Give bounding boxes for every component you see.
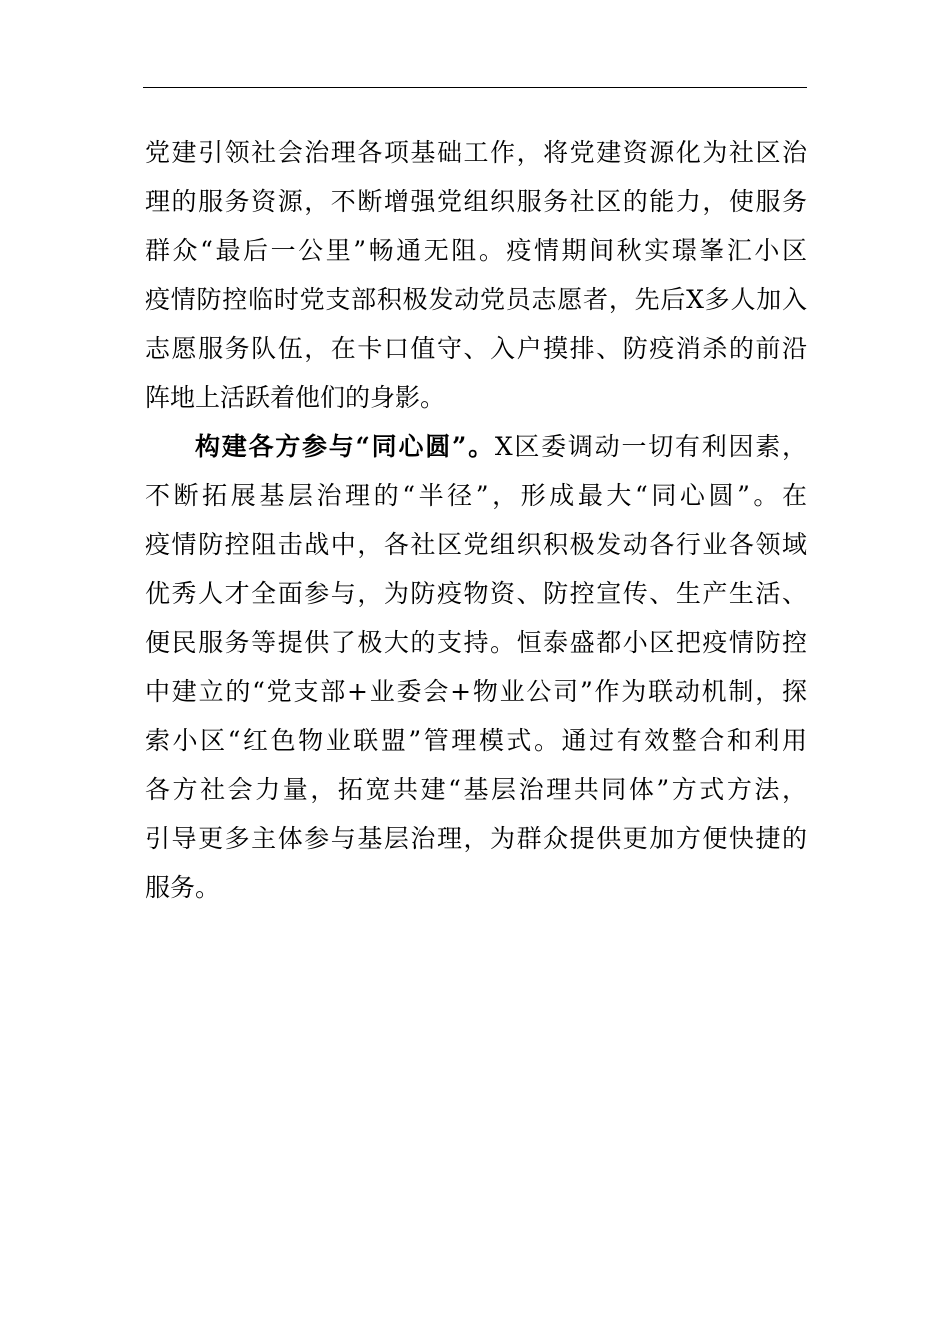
paragraph-2-line-1	[145, 422, 807, 471]
paragraph-2-first-line-text: X区委调动一切有利因素，	[494, 432, 807, 461]
paragraph-2-line-2: 不断拓展基层治理的“半径”，形成最大“同心圆”。在	[145, 481, 807, 510]
paragraph-2-line-8: 各方社会力量，拓宽共建“基层治理共同体”方式方法，	[145, 775, 807, 804]
paragraph-2-line-7: 索小区“红色物业联盟”管理模式。通过有效整合和利用	[145, 726, 807, 755]
paragraph-1-line-4: 疫情防控临时党支部积极发动党员志愿者，先后X多人加入	[145, 285, 807, 314]
paragraph-2-heading: 构建各方参与“同心圆”。	[195, 432, 495, 461]
paragraph-1-line-5: 志愿服务队伍，在卡口值守、入户摸排、防疫消杀的前沿	[145, 334, 807, 363]
paragraph-1-line-2: 理的服务资源，不断增强党组织服务社区的能力，使服务	[145, 187, 807, 216]
paragraph-1-line-3: 群众“最后一公里”畅通无阻。疫情期间秋实璟峯汇小区	[145, 236, 807, 265]
document-body	[145, 128, 807, 912]
paragraph-2-line-3: 疫情防控阻击战中，各社区党组织积极发动各行业各领域	[145, 530, 807, 559]
paragraph-1	[145, 128, 807, 422]
paragraph-2-line-6: 中建立的“党支部+业委会+物业公司”作为联动机制，探	[145, 677, 807, 706]
paragraph-1-line-1: 党建引领社会治理各项基础工作，将党建资源化为社区治	[145, 138, 807, 167]
header-rule	[143, 87, 807, 88]
paragraph-2-line-5: 便民服务等提供了极大的支持。恒泰盛都小区把疫情防控	[145, 628, 807, 657]
paragraph-2-line-9: 引导更多主体参与基层治理，为群众提供更加方便快捷的	[145, 824, 807, 853]
paragraph-2	[145, 422, 807, 912]
paragraph-1-line-6: 阵地上活跃着他们的身影。	[145, 383, 446, 412]
paragraph-2-line-10: 服务。	[145, 873, 221, 902]
paragraph-2-line-4: 优秀人才全面参与，为防疫物资、防控宣传、生产生活、	[145, 579, 807, 608]
